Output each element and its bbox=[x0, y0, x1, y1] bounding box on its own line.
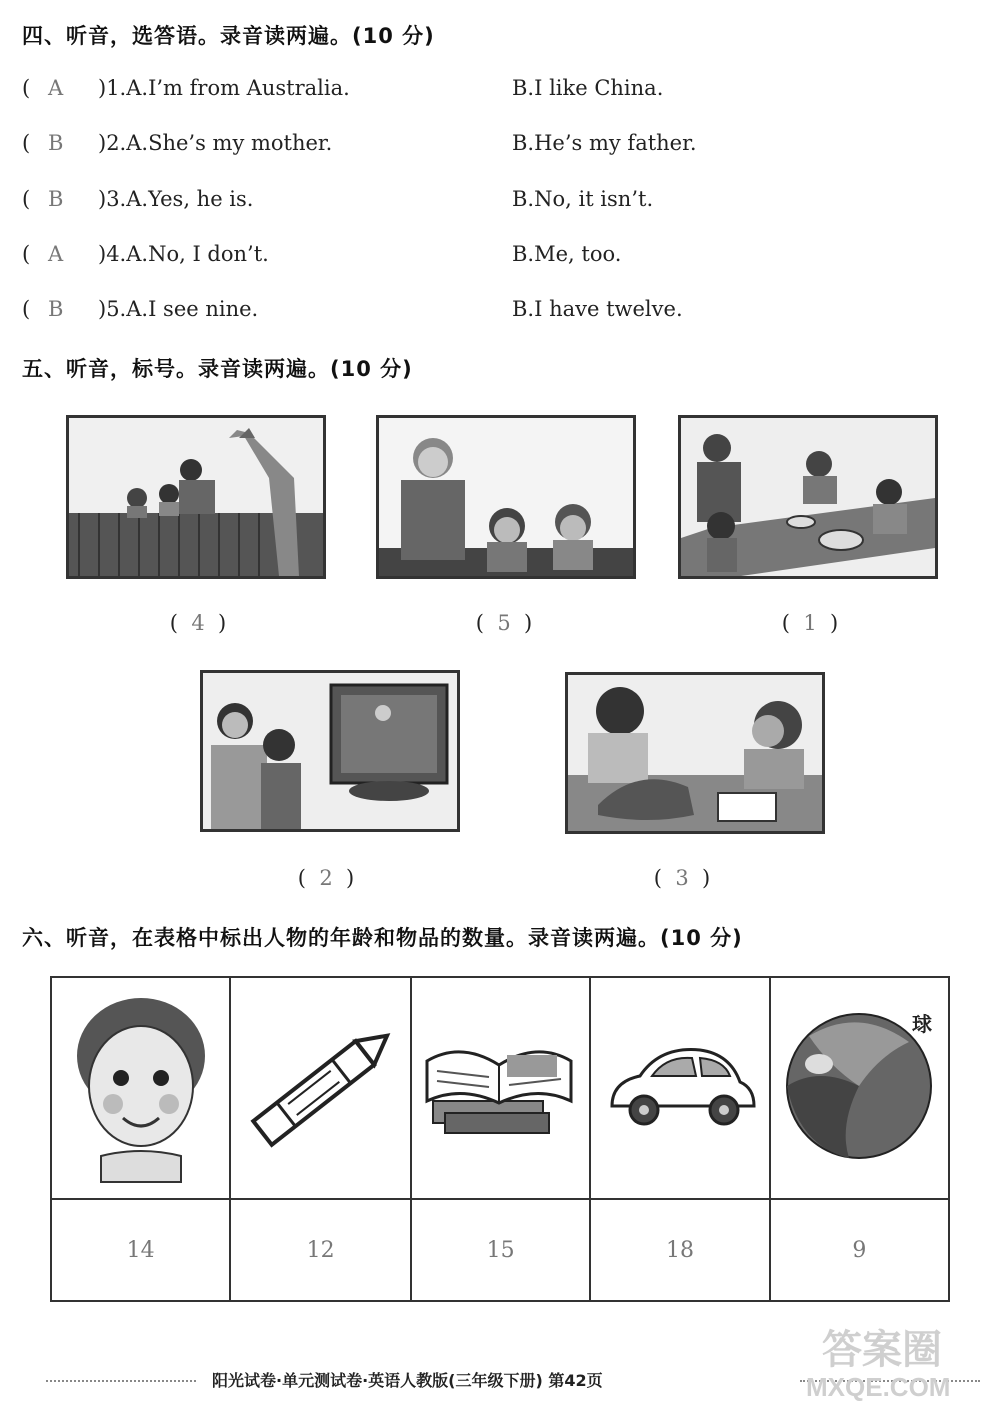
crayon-image bbox=[236, 1016, 406, 1156]
label-value-3: 1 bbox=[803, 611, 817, 635]
ball-label: 球 bbox=[912, 1012, 932, 1036]
question-row-3: ( B )3.A.Yes, he is. B.No, it isn’t. bbox=[22, 187, 654, 211]
question-row-5: ( B )5.A.I see nine. B.I have twelve. bbox=[22, 297, 683, 321]
label-value-2: 5 bbox=[497, 611, 511, 635]
option-b-5: B.I have twelve. bbox=[512, 297, 683, 321]
cell-ball bbox=[770, 977, 949, 1199]
label-value-1: 4 bbox=[191, 611, 205, 635]
section-6-heading: 六、听音，在表格中标出人物的年龄和物品的数量。录音读两遍。(10 分) bbox=[22, 926, 743, 950]
footer-text: 阳光试卷·单元测试卷·英语人教版(三年级下册) 第42页 bbox=[212, 1371, 603, 1390]
value-books: 15 bbox=[411, 1199, 590, 1301]
cell-car bbox=[590, 977, 769, 1199]
answer-5: B bbox=[48, 297, 64, 321]
age-quantity-table bbox=[50, 976, 950, 1302]
label-picture-3: ( 1 ) bbox=[781, 611, 839, 635]
option-a-4: )4.A.No, I don’t. bbox=[98, 242, 269, 266]
question-row-4: ( A )4.A.No, I don’t. B.Me, too. bbox=[22, 242, 622, 266]
value-crayons: 12 bbox=[230, 1199, 411, 1301]
option-b-4: B.Me, too. bbox=[512, 242, 622, 266]
value-boy-age: 14 bbox=[51, 1199, 230, 1301]
option-a-1: )1.A.I’m from Australia. bbox=[98, 76, 350, 100]
picture-zoo-giraffe bbox=[66, 415, 326, 579]
option-b-1: B.I like China. bbox=[512, 76, 664, 100]
books-image bbox=[421, 1031, 581, 1141]
label-picture-2: ( 5 ) bbox=[475, 611, 533, 635]
question-row-2: ( B )2.A.She’s my mother. B.He’s my father. bbox=[22, 131, 697, 155]
option-a-3: )3.A.Yes, he is. bbox=[98, 187, 254, 211]
watermark-logo: 答案圈 bbox=[822, 1328, 942, 1372]
label-value-4: 2 bbox=[319, 866, 333, 890]
picture-classroom-table bbox=[678, 415, 938, 579]
image-row bbox=[51, 977, 949, 1199]
car-image bbox=[600, 1036, 760, 1136]
label-picture-1: ( 4 ) bbox=[169, 611, 227, 635]
number-row bbox=[51, 1199, 949, 1301]
option-b-2: B.He’s my father. bbox=[512, 131, 697, 155]
answer-1: A bbox=[48, 76, 64, 100]
picture-girls-tv bbox=[200, 670, 460, 832]
option-b-3: B.No, it isn’t. bbox=[512, 187, 654, 211]
cell-crayon bbox=[230, 977, 411, 1199]
option-a-2: )2.A.She’s my mother. bbox=[98, 131, 333, 155]
section-5-heading: 五、听音，标号。录音读两遍。(10 分) bbox=[22, 357, 413, 381]
watermark-url: MXQE.COM bbox=[806, 1372, 951, 1402]
label-picture-5: ( 3 ) bbox=[653, 866, 711, 890]
value-balls: 9 bbox=[770, 1199, 949, 1301]
answer-3: B bbox=[48, 187, 64, 211]
value-cars: 18 bbox=[590, 1199, 769, 1301]
section-4-heading: 四、听音，选答语。录音读两遍。(10 分) bbox=[22, 24, 435, 48]
label-picture-4: ( 2 ) bbox=[297, 866, 355, 890]
answer-2: B bbox=[48, 131, 64, 155]
boy-head-image bbox=[61, 986, 221, 1186]
question-row-1: ( A )1.A.I’m from Australia. B.I like China. bbox=[22, 76, 664, 100]
label-value-5: 3 bbox=[675, 866, 689, 890]
picture-boys-schoolbag bbox=[565, 672, 825, 834]
answer-4: A bbox=[48, 242, 64, 266]
picture-family-portrait bbox=[376, 415, 636, 579]
footer-divider-left bbox=[46, 1380, 196, 1382]
cell-boy bbox=[51, 977, 230, 1199]
cell-books bbox=[411, 977, 590, 1199]
option-a-5: )5.A.I see nine. bbox=[98, 297, 259, 321]
